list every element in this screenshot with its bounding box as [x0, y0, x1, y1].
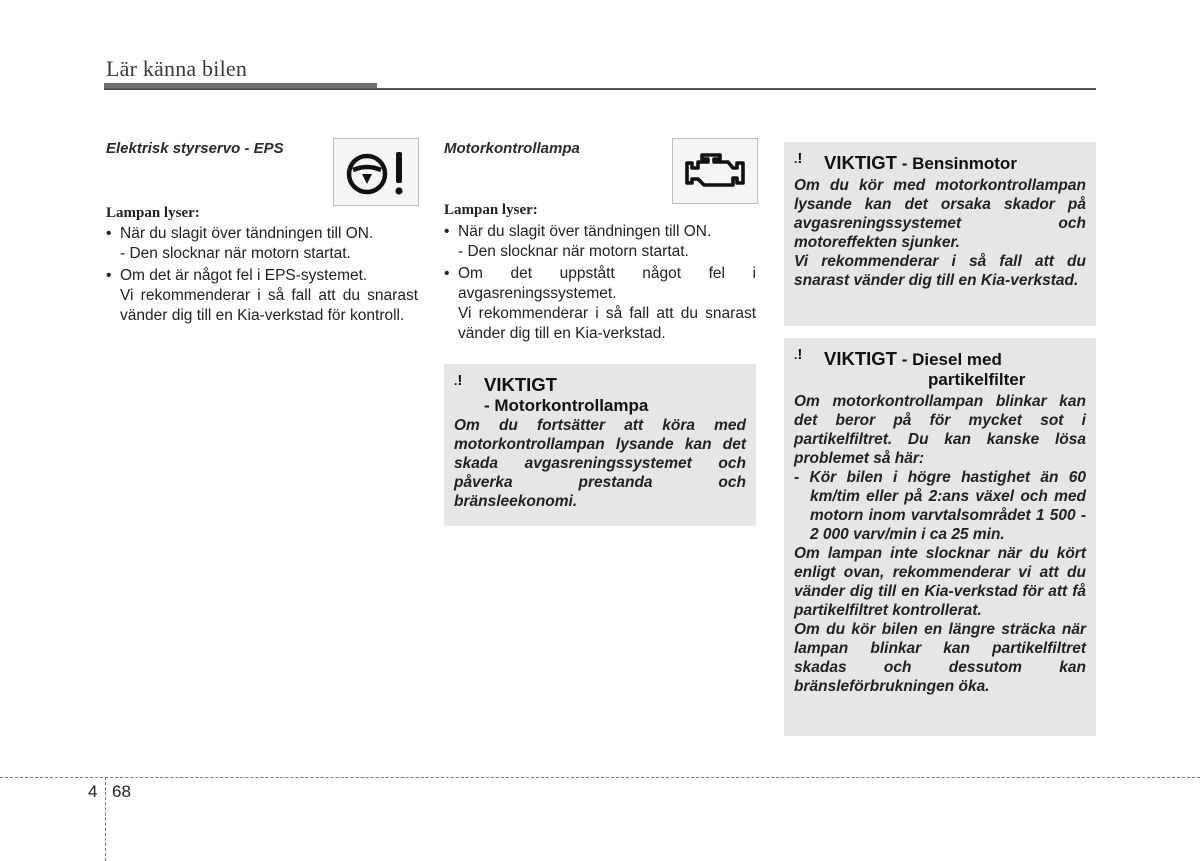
warning-icon: .!: [794, 346, 803, 363]
list-item-subtext: - Den slocknar när motorn startat.: [458, 243, 689, 260]
engine-lamp-subhead: Motorkontrollampa: [444, 140, 580, 157]
warning-icon: .!: [794, 150, 803, 167]
lamp-conditions-list: [444, 222, 756, 346]
warning-text: Om du kör med motorkontrollampan lysande kan det orsaka skador på avgasreningssystemet och motoreffekten sjunker. Vi rekommenderar i så fall att du snarast vänder dig till en Kia-verkstad.: [794, 177, 1086, 289]
list-item: [106, 224, 418, 264]
chapter-number: 4: [88, 782, 98, 801]
warning-subtitle-cont: partikelfilter: [928, 370, 1026, 389]
engine-check-icon: [672, 138, 758, 204]
warning-box-engine-lamp: [444, 364, 756, 526]
warning-box-diesel: [784, 338, 1096, 736]
section-title: Lär känna bilen: [106, 56, 248, 81]
list-item: [444, 264, 756, 344]
bullet: •: [106, 267, 112, 284]
lamp-label: Lampan lyser:: [106, 205, 200, 221]
list-item-subtext: Vi rekommenderar i så fall att du snarast vänder dig till en Kia-verkstad.: [458, 305, 756, 342]
list-item-subtext: - Den slocknar när motorn startat.: [120, 245, 351, 262]
warning-title: VIKTIGT: [484, 374, 557, 395]
warning-subtitle: - Diesel med: [896, 350, 1002, 369]
warning-box-petrol: [784, 142, 1096, 326]
list-item-text: Om det uppstått något fel i avgasreningssystemet.: [458, 265, 756, 302]
footer-rule: [0, 777, 1200, 778]
list-item: [444, 222, 756, 262]
warning-title: VIKTIGT: [824, 152, 897, 173]
bullet: •: [444, 265, 450, 282]
warning-subtitle: - Bensinmotor: [896, 154, 1017, 173]
list-item-text: När du slagit över tändningen till ON.: [120, 225, 374, 242]
list-item-subtext: Vi rekommenderar i så fall att du snarast vänder dig till en Kia-verkstad för kontroll.: [120, 287, 418, 324]
lamp-label: Lampan lyser:: [444, 202, 538, 218]
list-item: [106, 266, 418, 326]
footer-divider: [105, 777, 106, 861]
bullet: •: [106, 225, 112, 242]
list-item-text: När du slagit över tändningen till ON.: [458, 223, 712, 240]
warning-icon: .!: [454, 372, 463, 389]
warning-text: Om motorkontrollampan blinkar kan det beror på för mycket sot i partikelfiltret. Du kan kanske lösa problemet så här: - Kör bilen i högre hastighet än 60 km/tim eller på 2:ans växel och med motorn inom varvtalsområdet 1 500 - 2 000 varv/min i ca 25 min. Om lampan inte slocknar när du kört enligt ovan, rekommenderar vi att du vänder dig till en Kia-verkstad för att få partikelfiltret kontrollerat. Om du kör bilen en längre sträcka när lampan blinkar kan partikelfiltret skadas och dessutom kan bränsleförbrukningen öka.: [794, 393, 1086, 695]
bullet: •: [444, 223, 450, 240]
list-item-text: Om det är något fel i EPS-systemet.: [120, 267, 368, 284]
steering-wheel-warning-icon: [333, 138, 419, 206]
eps-subhead: Elektrisk styrservo - EPS: [106, 140, 284, 157]
lamp-conditions-list: [106, 224, 418, 328]
warning-subtitle: - Motorkontrollampa: [484, 396, 649, 415]
warning-text: Om du fortsätter att köra med motorkontrollampan lysande kan det skada avgasreningssystemet och påverka prestanda och bränsleekonomi.: [454, 417, 746, 510]
warning-title: VIKTIGT: [824, 348, 897, 369]
header-rule: [104, 88, 1096, 90]
page-number: 68: [112, 782, 131, 801]
